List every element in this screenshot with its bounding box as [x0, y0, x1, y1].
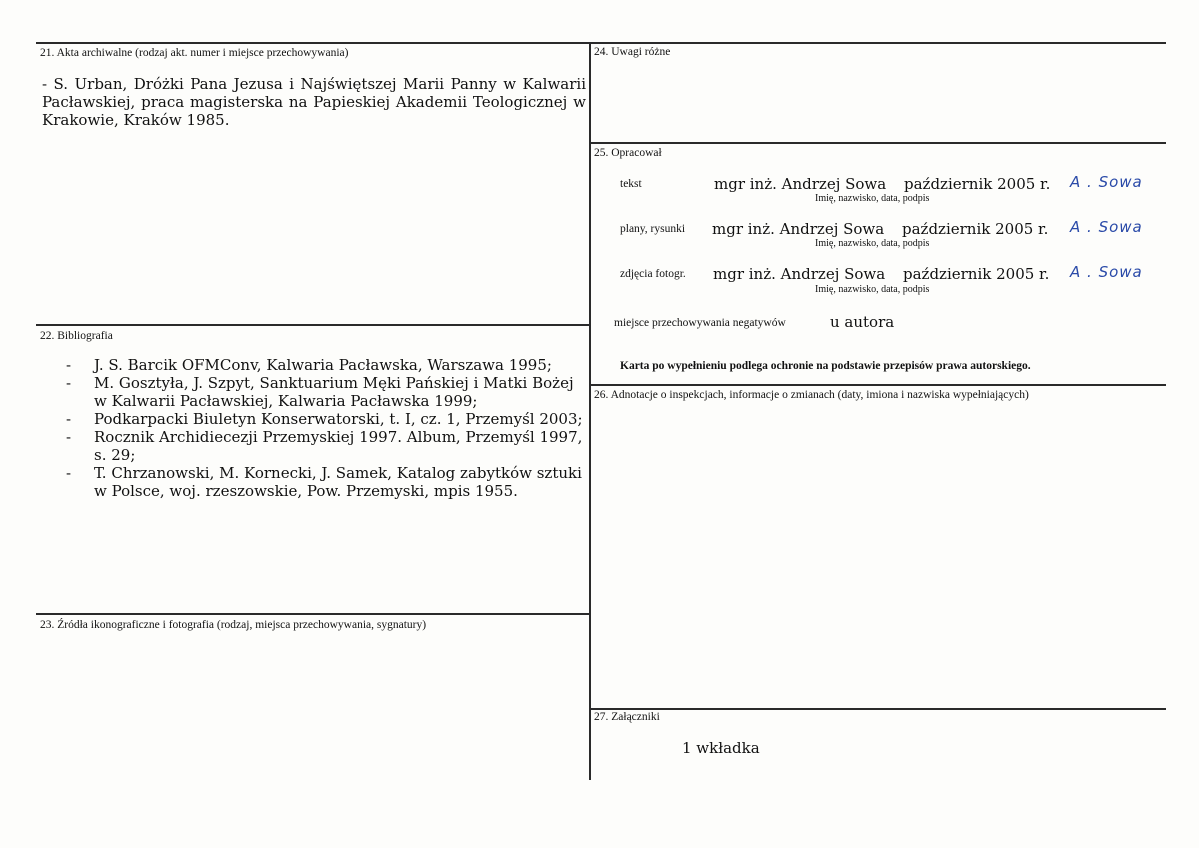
author-row-date: październik 2005 r. — [903, 265, 1050, 283]
rule-before-22 — [36, 324, 590, 326]
copyright-note: Karta po wypełnieniu podlega ochronie na podstawie przepisów prawa autorskiego. — [620, 360, 1031, 372]
rule-before-25 — [590, 142, 1166, 144]
list-item: - Rocznik Archidiecezji Przemyskiej 1997. Album, Przemyśl 1997, s. 29; — [66, 428, 583, 464]
section-21-text: - S. Urban, Dróżki Pana Jezusa i Najświętszej Marii Panny w Kalwarii Pacławskiej, praca magisterska na Papieskiej Akademii Teologicznej w Krakowie, Kraków 1985. — [42, 75, 586, 129]
bibliography-list — [66, 356, 586, 500]
top-rule-left — [36, 42, 590, 44]
rule-before-27 — [590, 708, 1166, 710]
author-signature: A . Sowa — [1070, 263, 1143, 281]
list-item: - Podkarpacki Biuletyn Konserwatorski, t. I, cz. 1, Przemyśl 2003; — [66, 410, 583, 428]
section-22-label: 22. Bibliografia — [40, 330, 113, 342]
list-item: - M. Gosztyła, J. Szpyt, Sanktuarium Męki Pańskiej i Matki Bożej w Kalwarii Pacławskiej, Kalwaria Pacławska 1999; — [66, 374, 574, 410]
author-row-kind: plany, rysunki — [620, 223, 686, 235]
author-row-subcaption: Imię, nazwisko, data, podpis — [815, 238, 930, 249]
author-row-date: październik 2005 r. — [902, 220, 1049, 238]
list-item: - T. Chrzanowski, M. Kornecki, J. Samek, Katalog zabytków sztuki w Polsce, woj. rzeszowskie, Pow. Przemyski, mpis 1955. — [66, 464, 582, 500]
author-row-subcaption: Imię, nazwisko, data, podpis — [815, 284, 930, 295]
section-23-label: 23. Źródła ikonograficzne i fotografia (rodzaj, miejsca przechowywania, sygnatury) — [40, 619, 427, 631]
attachments-value: 1 wkładka — [682, 739, 760, 757]
author-row-subcaption: Imię, nazwisko, data, podpis — [815, 193, 930, 204]
author-row-kind: tekst — [620, 178, 642, 190]
section-27-label: 27. Załączniki — [594, 711, 660, 723]
author-row-name: mgr inż. Andrzej Sowa — [714, 175, 887, 193]
author-signature: A . Sowa — [1070, 173, 1143, 191]
negatives-storage-value: u autora — [830, 313, 895, 331]
author-row-name: mgr inż. Andrzej Sowa — [713, 265, 886, 283]
author-signature: A . Sowa — [1070, 218, 1143, 236]
author-row-name: mgr inż. Andrzej Sowa — [712, 220, 885, 238]
section-24-label: 24. Uwagi różne — [594, 46, 671, 58]
center-vertical-rule — [589, 42, 591, 780]
section-26-label: 26. Adnotacje o inspekcjach, informacje o zmianach (daty, imiona i nazwiska wypełniających) — [594, 389, 1029, 401]
rule-before-26 — [590, 384, 1166, 386]
rule-before-23 — [36, 613, 590, 615]
section-25-label: 25. Opracował — [594, 147, 662, 159]
author-row-kind: zdjęcia fotogr. — [620, 268, 686, 280]
negatives-storage-label: miejsce przechowywania negatywów — [614, 317, 786, 329]
author-row-date: październik 2005 r. — [904, 175, 1051, 193]
top-rule-right — [590, 42, 1166, 44]
list-item: - J. S. Barcik OFMConv, Kalwaria Pacławska, Warszawa 1995; — [66, 356, 552, 374]
section-21-label: 21. Akta archiwalne (rodzaj akt. numer i miejsce przechowywania) — [40, 47, 349, 59]
